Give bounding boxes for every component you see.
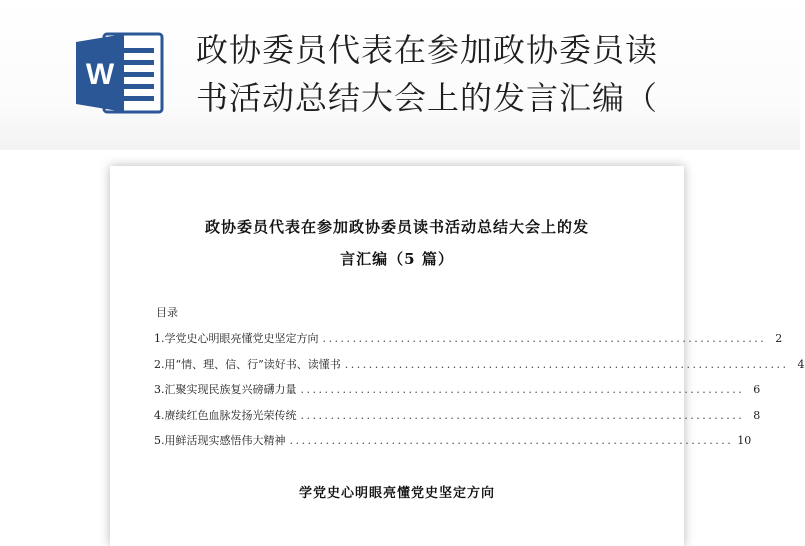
document-page [110,166,805,546]
document-title-line-1: 政协委员代表在参加政协委员读书活动总结大会上的发 [204,218,589,236]
toc-entry-title: 3.汇聚实现民族复兴磅礴力量 [154,383,297,396]
toc-entry-page: 4 [797,357,805,371]
toc-label: 目录 [156,306,178,319]
headline-line-2: 书活动总结大会上的发言汇编（ [196,79,659,117]
toc-entry-page: 10 [737,434,752,447]
toc-entry-title: 5.用鲜活现实感悟伟大精神 [154,434,286,447]
toc-entry-title: 4.赓续红色血脉发扬光荣传统 [154,408,297,422]
toc-entry-title: 1.学党史心明眼亮懂党史坚定方向 [154,332,319,345]
document-headline [196,26,716,122]
headline-line-1: 政协委员代表在参加政协委员读 [196,31,659,69]
table-of-contents [154,330,805,458]
svg-text:W: W [85,58,115,91]
toc-leader-dots: .......................................................................... [300,408,745,422]
toc-entry[interactable] [154,356,805,382]
toc-entry[interactable] [154,330,783,356]
toc-entry-page: 6 [753,383,761,396]
word-document-icon [74,30,166,116]
toc-leader-dots: .......................................................................... [344,357,789,371]
toc-entry[interactable] [154,407,761,433]
toc-entry-title: 2.用“情、理、信、行”读好书、读懂书 [154,357,341,371]
toc-entry[interactable] [154,432,752,458]
toc-entry[interactable] [154,381,761,407]
section-heading: 学党史心明眼亮懂党史坚定方向 [298,486,495,501]
toc-leader-dots: .......................................................................... [289,434,734,447]
toc-leader-dots: .......................................................................... [322,332,767,345]
toc-leader-dots: .......................................................................... [300,383,745,396]
toc-entry-page: 2 [775,332,783,345]
document-title-line-2: 言汇编（5 篇） [340,250,454,268]
title-banner [0,0,800,150]
toc-entry-page: 8 [753,408,761,422]
